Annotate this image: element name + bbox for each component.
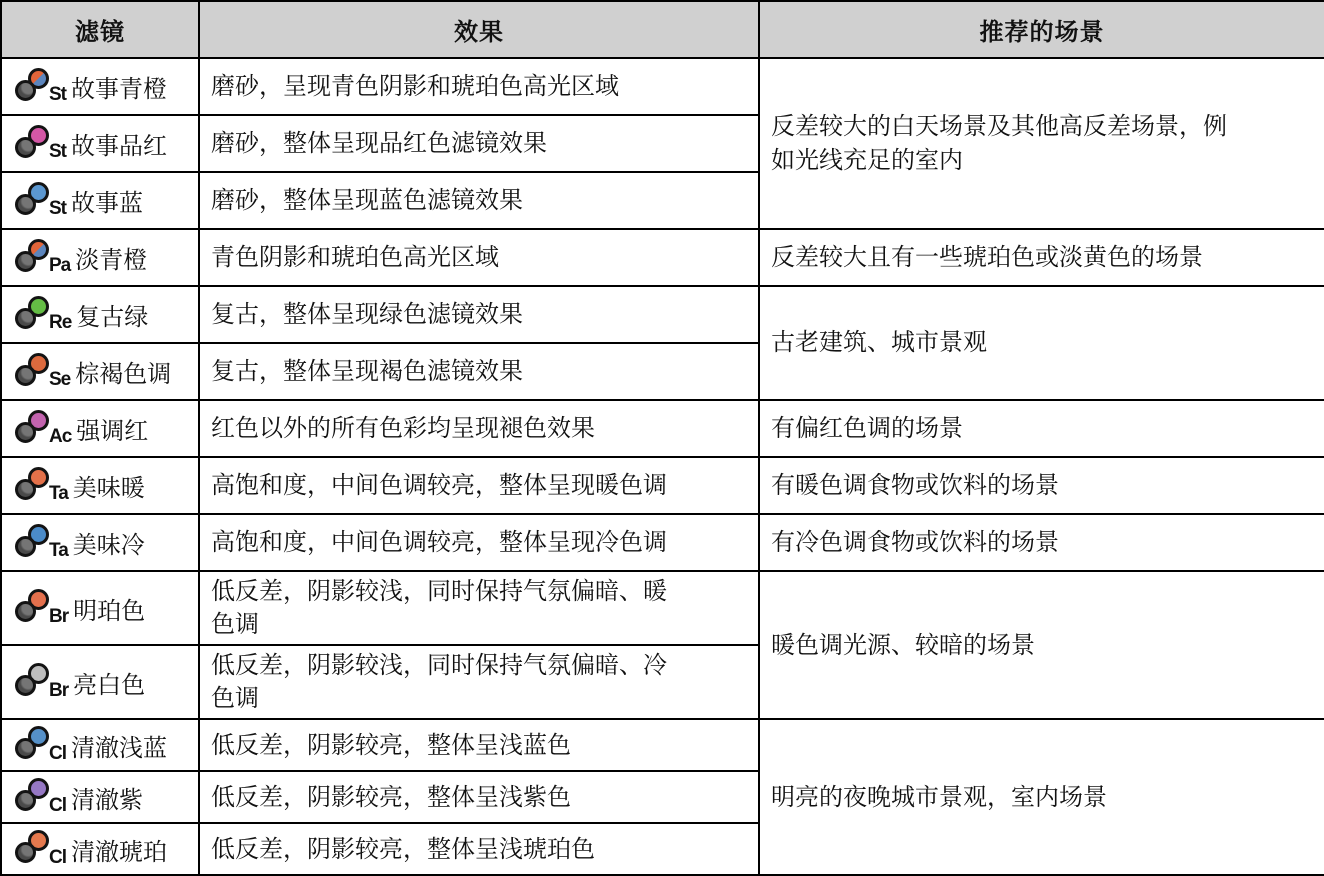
effect-cell: 磨砂，呈现青色阴影和琥珀色高光区域 [199, 58, 759, 115]
filter-cell [1, 514, 199, 571]
filter-gray-circle-icon [15, 137, 36, 158]
filter-gray-circle-icon [15, 365, 36, 386]
effect-cell: 低反差，阴影较亮，整体呈浅琥珀色 [199, 823, 759, 875]
scene-cell: 古老建筑、城市景观 [759, 286, 1324, 400]
filter-gray-circle-icon [15, 842, 36, 863]
table-row [1, 719, 1324, 771]
filter-gray-circle-icon [15, 80, 36, 101]
scene-cell: 明亮的夜晚城市景观，室内场景 [759, 719, 1324, 875]
column-header-filter: 滤镜 [1, 1, 199, 58]
scene-cell: 有冷色调食物或饮料的场景 [759, 514, 1324, 571]
filter-name: 故事品红 [71, 133, 167, 160]
filter-name: 棕褐色调 [75, 361, 172, 388]
filter-name: 清澈琥珀 [71, 838, 167, 866]
filter-name: 淡青橙 [75, 247, 148, 274]
filter-tag: Br [49, 679, 69, 701]
filter-tag: Cl [49, 846, 66, 868]
filter-tag: Ta [49, 540, 68, 561]
filter-tag: Ac [49, 426, 72, 447]
filter-gray-circle-icon [15, 790, 36, 811]
table-row [1, 571, 1324, 645]
filter-cell [1, 771, 199, 823]
filter-gray-circle-icon [15, 675, 36, 696]
filter-gray-circle-icon [15, 251, 36, 272]
filter-cell [1, 457, 199, 514]
effect-cell: 高饱和度，中间色调较亮，整体呈现冷色调 [199, 514, 759, 571]
effect-cell: 磨砂，整体呈现蓝色滤镜效果 [199, 172, 759, 229]
filter-name: 美味暖 [72, 475, 145, 502]
table-row [1, 286, 1324, 343]
effect-cell: 低反差，阴影较亮，整体呈浅紫色 [199, 771, 759, 823]
scene-cell: 暖色调光源、较暗的场景 [759, 571, 1324, 719]
filter-cell [1, 343, 199, 400]
scene-cell: 反差较大且有一些琥珀色或淡黄色的场景 [759, 229, 1324, 286]
filter-gray-circle-icon [15, 479, 36, 500]
effect-cell: 红色以外的所有色彩均呈现褪色效果 [199, 400, 759, 457]
effect-cell: 复古，整体呈现绿色滤镜效果 [199, 286, 759, 343]
filter-cell [1, 823, 199, 875]
filter-tag: St [49, 84, 66, 105]
filter-cell [1, 115, 199, 172]
filter-name: 清澈紫 [71, 786, 143, 814]
scene-cell: 有暖色调食物或饮料的场景 [759, 457, 1324, 514]
filter-tag: St [49, 198, 66, 219]
table-row [1, 457, 1324, 514]
effect-cell: 低反差，阴影较浅，同时保持气氛偏暗、暖色调 [199, 571, 759, 645]
effect-cell: 高饱和度，中间色调较亮，整体呈现暖色调 [199, 457, 759, 514]
effect-cell: 低反差，阴影较浅，同时保持气氛偏暗、冷色调 [199, 645, 759, 719]
effect-cell: 青色阴影和琥珀色高光区域 [199, 229, 759, 286]
filter-tag: Cl [49, 794, 66, 816]
filter-cell [1, 571, 199, 645]
filter-cell [1, 719, 199, 771]
table-row [1, 400, 1324, 457]
filter-tag: Br [49, 605, 69, 627]
scene-cell: 反差较大的白天场景及其他高反差场景，例如光线充足的室内 [759, 58, 1324, 229]
table-row [1, 229, 1324, 286]
table-row [1, 58, 1324, 115]
filter-gray-circle-icon [15, 308, 36, 329]
filter-gray-circle-icon [15, 601, 36, 622]
header-row [1, 1, 1324, 58]
filter-cell [1, 286, 199, 343]
filter-tag: St [49, 141, 66, 162]
filter-tag: Se [49, 369, 71, 390]
filter-tag: Ta [49, 483, 68, 504]
filter-name: 清澈浅蓝 [71, 734, 167, 762]
effect-cell: 复古，整体呈现褐色滤镜效果 [199, 343, 759, 400]
table-row [1, 514, 1324, 571]
filter-name: 复古绿 [76, 304, 149, 331]
filter-name: 美味冷 [72, 532, 145, 559]
filter-name: 强调红 [76, 418, 149, 445]
filter-name: 故事青橙 [71, 76, 167, 103]
filter-cell [1, 172, 199, 229]
filter-gray-circle-icon [15, 422, 36, 443]
filter-cell [1, 229, 199, 286]
filter-cell [1, 58, 199, 115]
column-header-scene: 推荐的场景 [759, 1, 1324, 58]
filter-tag: Cl [49, 742, 66, 764]
filter-name: 亮白色 [73, 671, 146, 699]
filter-cell [1, 400, 199, 457]
filter-cell [1, 645, 199, 719]
filter-tag: Re [49, 312, 72, 333]
filter-gray-circle-icon [15, 536, 36, 557]
column-header-effect: 效果 [199, 1, 759, 58]
filter-name: 明珀色 [73, 597, 146, 625]
effect-cell: 磨砂，整体呈现品红色滤镜效果 [199, 115, 759, 172]
filter-gray-circle-icon [15, 738, 36, 759]
filter-gray-circle-icon [15, 194, 36, 215]
filter-name: 故事蓝 [71, 190, 143, 217]
filter-tag: Pa [49, 255, 71, 276]
scene-cell: 有偏红色调的场景 [759, 400, 1324, 457]
effect-cell: 低反差，阴影较亮，整体呈浅蓝色 [199, 719, 759, 771]
